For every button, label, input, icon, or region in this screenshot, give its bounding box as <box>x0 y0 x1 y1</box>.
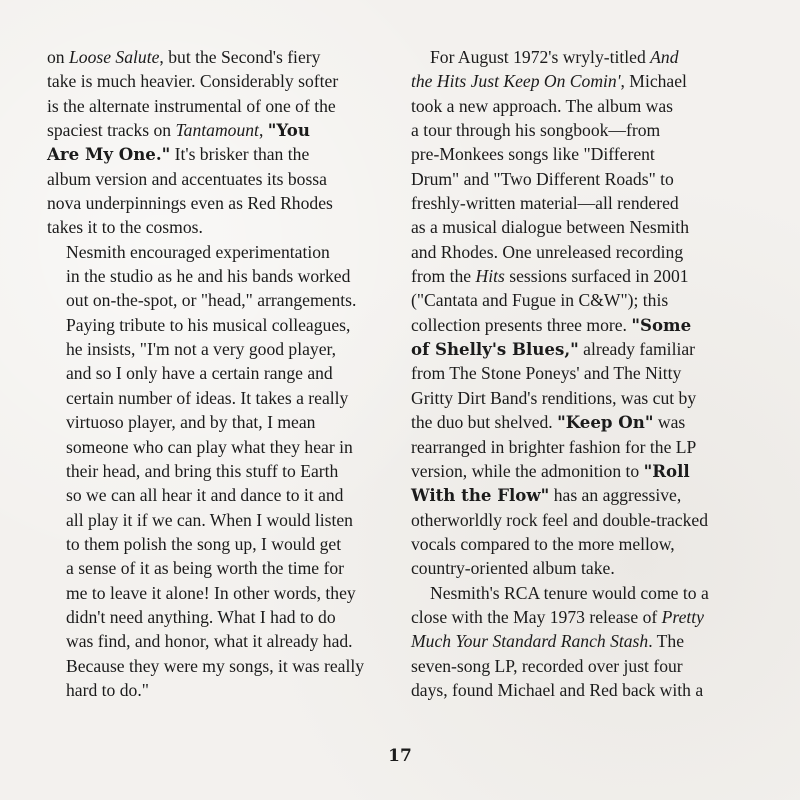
text-line: Paying tribute to his musical colleagues, <box>66 314 351 335</box>
text-line <box>47 142 392 166</box>
text-line: freshly-written material—all rendered <box>411 193 679 214</box>
text: , Michael <box>620 71 687 92</box>
album-title: the Hits Just Keep On Comin' <box>411 71 621 92</box>
text-line: to them polish the song up, I would get <box>66 533 342 554</box>
text-line: as a musical dialogue between Nesmith <box>411 217 689 238</box>
text-line: Nesmith's RCA tenure would come to a <box>430 582 709 603</box>
paragraph <box>47 45 392 240</box>
text-line: nova underpinnings even as Red Rhodes <box>47 193 333 214</box>
album-title: Pretty <box>661 606 704 627</box>
text-line: in the studio as he and his bands worked <box>66 266 351 287</box>
text-line <box>411 483 756 507</box>
text: , but the Second's fiery <box>159 47 321 67</box>
text-line: Drum" and "Two Different Roads" to <box>411 168 674 189</box>
text: collection presents three more. <box>411 314 632 335</box>
text-line: days, found Michael and Red back with a <box>411 679 704 700</box>
text-line: was find, and honor, what it already had. <box>66 631 353 652</box>
song-title: Are My One." <box>47 144 171 165</box>
text-line: virtuoso player, and by that, I mean <box>66 412 316 433</box>
page-number: 17 <box>388 746 412 766</box>
paragraph <box>47 240 392 703</box>
text-line <box>411 45 756 69</box>
text: already familiar <box>578 339 696 360</box>
text-line: ("Cantata and Fugue in C&W"); this <box>411 290 669 311</box>
album-title: And <box>650 47 679 67</box>
text: It's brisker than the <box>170 144 310 165</box>
text-line: rearranged in brighter fashion for the LP <box>411 436 697 457</box>
song-title: "Keep On" <box>557 412 654 433</box>
text-line <box>411 69 756 93</box>
text-line: seven-song LP, recorded over just four <box>411 655 683 676</box>
text-line: takes it to the cosmos. <box>47 217 203 238</box>
text: on <box>47 47 69 67</box>
text-line: take is much heavier. Considerably softer <box>47 71 339 92</box>
text-line: Because they were my songs, it was really <box>66 655 365 676</box>
text-line <box>411 313 756 337</box>
text-line: a tour through his songbook—from <box>411 120 661 141</box>
text: close with the May 1973 release of <box>411 606 662 627</box>
text-line <box>47 118 392 142</box>
text-line: all play it if we can. When I would listen <box>66 509 353 530</box>
text-line <box>47 45 392 69</box>
text: . The <box>648 631 685 652</box>
text: the duo but shelved. <box>411 412 558 433</box>
text: , <box>258 120 268 141</box>
text-line: country-oriented album take. <box>411 558 615 579</box>
text: was <box>653 412 686 433</box>
text-line: he insists, "I'm not a very good player, <box>66 339 337 360</box>
text: from the <box>411 266 476 287</box>
text: For August 1972's wryly-titled <box>430 47 651 67</box>
album-title: Much Your Standard Ranch Stash <box>411 631 649 652</box>
text-line: certain number of ideas. It takes a really <box>66 387 349 408</box>
album-title: Hits <box>475 266 505 287</box>
text-line: their head, and bring this stuff to Earth <box>66 460 339 481</box>
text-line: someone who can play what they hear in <box>66 436 353 457</box>
text-line: out on-the-spot, or "head," arrangements. <box>66 290 357 311</box>
text-line <box>411 629 756 653</box>
text-line: a sense of it as being worth the time for <box>66 558 345 579</box>
paragraph <box>411 581 756 703</box>
text-line <box>411 337 756 361</box>
text-line <box>411 605 756 629</box>
song-title: "You <box>267 120 310 141</box>
text-line: Nesmith encouraged experimentation <box>66 241 330 262</box>
text-line: from The Stone Poneys' and The Nitty <box>411 363 682 384</box>
album-title: Loose Salute <box>69 47 160 67</box>
paragraph <box>411 45 756 581</box>
album-title: Tantamount <box>175 120 259 141</box>
text: spaciest tracks on <box>47 120 176 141</box>
song-title: With the Flow" <box>411 485 550 506</box>
text-line: album version and accentuates its bossa <box>47 168 327 189</box>
text-line: pre-Monkees songs like "Different <box>411 144 655 165</box>
text-line <box>411 410 756 434</box>
right-column <box>411 45 756 702</box>
text-line: and so I only have a certain range and <box>66 363 333 384</box>
left-column <box>47 45 392 702</box>
text-line: and Rhodes. One unreleased recording <box>411 241 684 262</box>
song-title: of Shelly's Blues," <box>411 339 579 360</box>
text-line: hard to do." <box>66 679 149 700</box>
text-line: so we can all hear it and dance to it and <box>66 485 344 506</box>
text-line: is the alternate instrumental of one of the <box>47 95 336 116</box>
song-title: "Roll <box>643 460 690 481</box>
text-line: took a new approach. The album was <box>411 95 674 116</box>
text-line <box>411 264 756 288</box>
text: has an aggressive, <box>549 485 682 506</box>
text-line: otherworldly rock feel and double-tracked <box>411 509 709 530</box>
text-line: vocals compared to the more mellow, <box>411 533 675 554</box>
text: sessions surfaced in 2001 <box>504 266 689 287</box>
song-title: "Some <box>631 314 692 335</box>
text-line: me to leave it alone! In other words, they <box>66 582 356 603</box>
text-line <box>411 459 756 483</box>
text-line: Gritty Dirt Band's renditions, was cut by <box>411 387 697 408</box>
text: version, while the admonition to <box>411 460 644 481</box>
text-line: didn't need anything. What I had to do <box>66 606 336 627</box>
